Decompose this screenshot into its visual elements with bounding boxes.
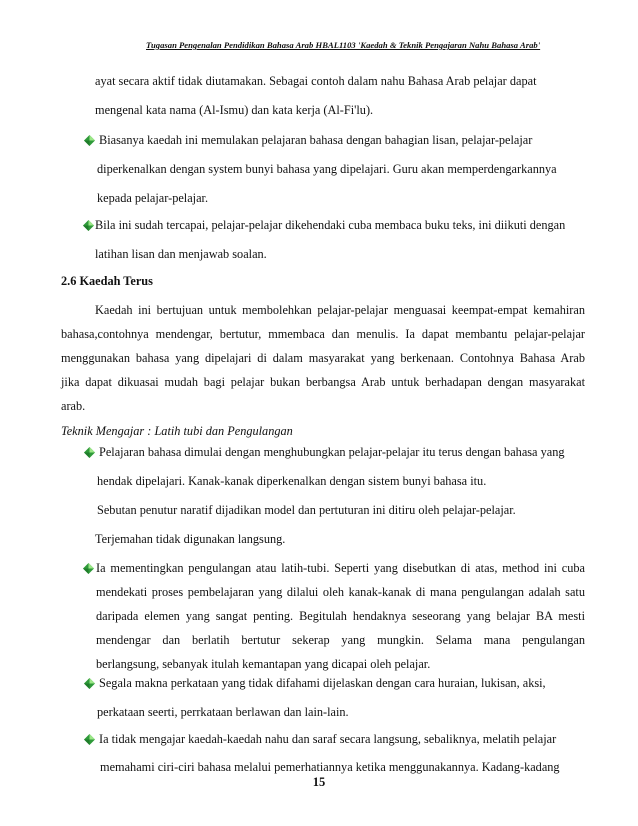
section-heading: 2.6 Kaedah Terus	[61, 274, 153, 288]
bullet-text: Ia mementingkan pengulangan atau latih-tubi. Seperti yang disebutkan di atas, method ini cuba	[96, 561, 585, 575]
page-number: 15	[312, 775, 326, 789]
bullet-text: Bila ini sudah tercapai, pelajar-pelajar dikehendaki cuba membaca buku teks, ini diikuti dengan	[95, 218, 566, 232]
text-line: mendekati proses pembelajaran yang dilalui oleh kanak-kanak di mana pengulangan adalah satu	[96, 585, 585, 599]
running-header: Tugasan Pengenalan Pendidikan Bahasa Arab HBAL1103 'Kaedah & Teknik Pengajaran Nahu Bahasa Arab'	[146, 40, 541, 50]
text-line: perkataan seerti, perrkataan berlawan dan lain-lain.	[97, 705, 349, 719]
diamond-bullet-icon	[83, 220, 94, 231]
bullet-text: Segala makna perkataan yang tidak difahami dijelaskan dengan cara huraian, lukisan, aksi,	[99, 676, 546, 690]
paragraph-line: bahasa,contohnya mendengar, bertutur, mmembaca dan menulis. Ia dapat membantu pelajar-pelajar	[61, 327, 585, 341]
text-line: kepada pelajar-pelajar.	[97, 191, 209, 205]
text-line: ayat secara aktif tidak diutamakan. Sebagai contoh dalam nahu Bahasa Arab pelajar dapat	[95, 74, 537, 88]
text-line: daripada elemen yang sangat penting. Begitulah hendaknya seseorang yang belajar BA mesti	[96, 609, 585, 623]
text-line: mendengar dan berlatih bertutur sekerap yang mungkin. Selama mana pengulangan	[96, 633, 585, 647]
text-line: diperkenalkan dengan system bunyi bahasa yang dipelajari. Guru akan memperdengarkannya	[97, 162, 557, 176]
text-line: memahami ciri-ciri bahasa melalui pemerhatiannya ketika menggunakannya. Kadang-kadang	[100, 760, 560, 774]
bullet-text: Ia tidak mengajar kaedah-kaedah nahu dan saraf secara langsung, sebaliknya, melatih pelajar	[99, 732, 557, 746]
diamond-bullet-icon	[84, 447, 95, 458]
diamond-bullet-icon	[84, 135, 95, 146]
paragraph-line: Kaedah ini bertujuan untuk membolehkan pelajar-pelajar menguasai keempat-empat kemahiran	[95, 303, 585, 317]
diamond-bullet-icon	[84, 678, 95, 689]
paragraph-line: menggunakan bahasa yang dipelajari di dalam masyarakat yang berkenaan. Contohnya Bahasa Arab	[61, 351, 585, 365]
text-line: mengenal kata nama (Al-Ismu) dan kata kerja (Al-Fi'lu).	[95, 103, 374, 117]
bullet-text: Pelajaran bahasa dimulai dengan menghubungkan pelajar-pelajar itu terus dengan bahasa yang	[99, 445, 565, 459]
text-line: Terjemahan tidak digunakan langsung.	[95, 532, 286, 546]
diamond-bullet-icon	[83, 563, 94, 574]
paragraph-line: jika dapat dikuasai mudah bagi pelajar bukan berbangsa Arab untuk berhadapan dengan masyarakat	[61, 375, 585, 389]
bullet-text: Biasanya kaedah ini memulakan pelajaran bahasa dengan bahagian lisan, pelajar-pelajar	[99, 133, 533, 147]
text-line: latihan lisan dan menjawab soalan.	[95, 247, 267, 261]
subheading: Teknik Mengajar : Latih tubi dan Pengulangan	[61, 424, 293, 438]
text-line: Sebutan penutur naratif dijadikan model dan pertuturan ini ditiru oleh pelajar-pelajar.	[97, 503, 516, 517]
diamond-bullet-icon	[84, 734, 95, 745]
paragraph-line: arab.	[61, 399, 86, 413]
text-line: hendak dipelajari. Kanak-kanak diperkenalkan dengan sistem bunyi bahasa itu.	[97, 474, 487, 488]
text-line: berlangsung, sebanyak itulah kemantapan yang dicapai oleh pelajar.	[96, 657, 431, 671]
